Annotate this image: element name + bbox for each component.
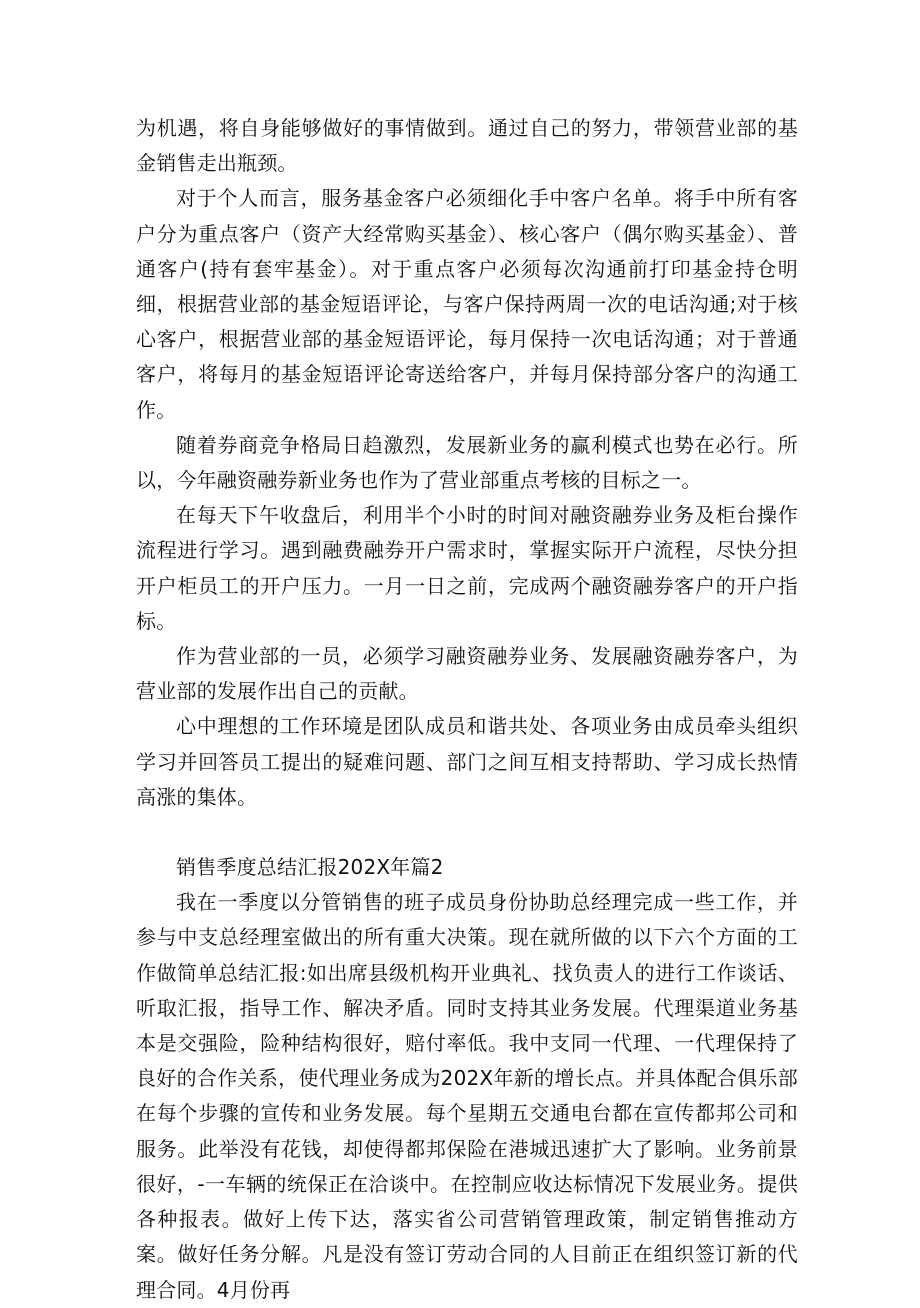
paragraph-competition: 随着券商竞争格局日趋激烈，发展新业务的赢利模式也势在必行。所以，今年融资融券新业务也作为了营业部重点考核的目标之一。	[136, 432, 798, 493]
section-heading: 销售季度总结汇报202X年篇2	[176, 855, 444, 880]
paragraph-client-service: 对于个人而言，服务基金客户必须细化手中客户名单。将手中所有客户分为重点客户（资产大经常购买基金）、核心客户（偶尔购买基金）、普通客户(持有套牢基金）。对于重点客户必须每次沟通前打印基金持仓明细，根据营业部的基金短语评论，与客户保持两周一次的电话沟通;对于核心客户，根据营业部的基金短语评论，每月保持一次电话沟通；对于普通客户，将每月的基金短语评论寄送给客户，并每月保持部分客户的沟通工作。	[136, 186, 798, 422]
paragraph-study-plan: 在每天下午收盘后，利用半个小时的时间对融资融券业务及柜台操作流程进行学习。遇到融费融券开户需求时，掌握实际开户流程，尽快分担开户柜员工的开户压力。一月一日之前，完成两个融资融券客户的开户指标。	[136, 503, 798, 633]
paragraph-continuation: 为机遇，将自身能够做好的事情做到。通过自己的努力，带领营业部的基金销售走出瓶颈。	[136, 116, 798, 176]
document-body	[136, 111, 798, 1308]
paragraph-ideal-environment: 心中理想的工作环境是团队成员和谐共处、各项业务由成员牵头组织学习并回答员工提出的疑难问题、部门之间互相支持帮助、学习成长热情高涨的集体。	[136, 714, 798, 809]
paragraph-contribution: 作为营业部的一员，必须学习融资融券业务、发展融资融券客户，为营业部的发展作出自己的贡献。	[136, 644, 798, 704]
paragraph-gap	[136, 815, 798, 850]
paragraph-quarter-summary: 我在一季度以分管销售的班子成员身份协助总经理完成一些工作，并参与中支总经理室做出的所有重大决策。现在就所做的以下六个方面的工作做简单总结汇报:如出席县级机构开业典礼、找负责人的进行工作谈话、听取汇报，指导工作、解决矛盾。同时支持其业务发展。代理渠道业务基本是交强险，险种结构很好，赔付率低。我中支同一代理、一代理保持了良好的合作关系，使代理业务成为202X年新的增长点。并具体配合俱乐部在每个步骤的宣传和业务发展。每个星期五交通电台都在宣传都邦公司和服务。此举没有花钱，却使得都邦保险在港城迅速扩大了影响。业务前景很好，-一车辆的统保正在洽谈中。在控制应收达标情况下发展业务。提供各种报表。做好上传下达，落实省公司营销管理政策，制定销售推动方案。做好任务分解。凡是没有签订劳动合同的人目前正在组织签订新的代理合同。4月份再	[136, 890, 798, 1302]
